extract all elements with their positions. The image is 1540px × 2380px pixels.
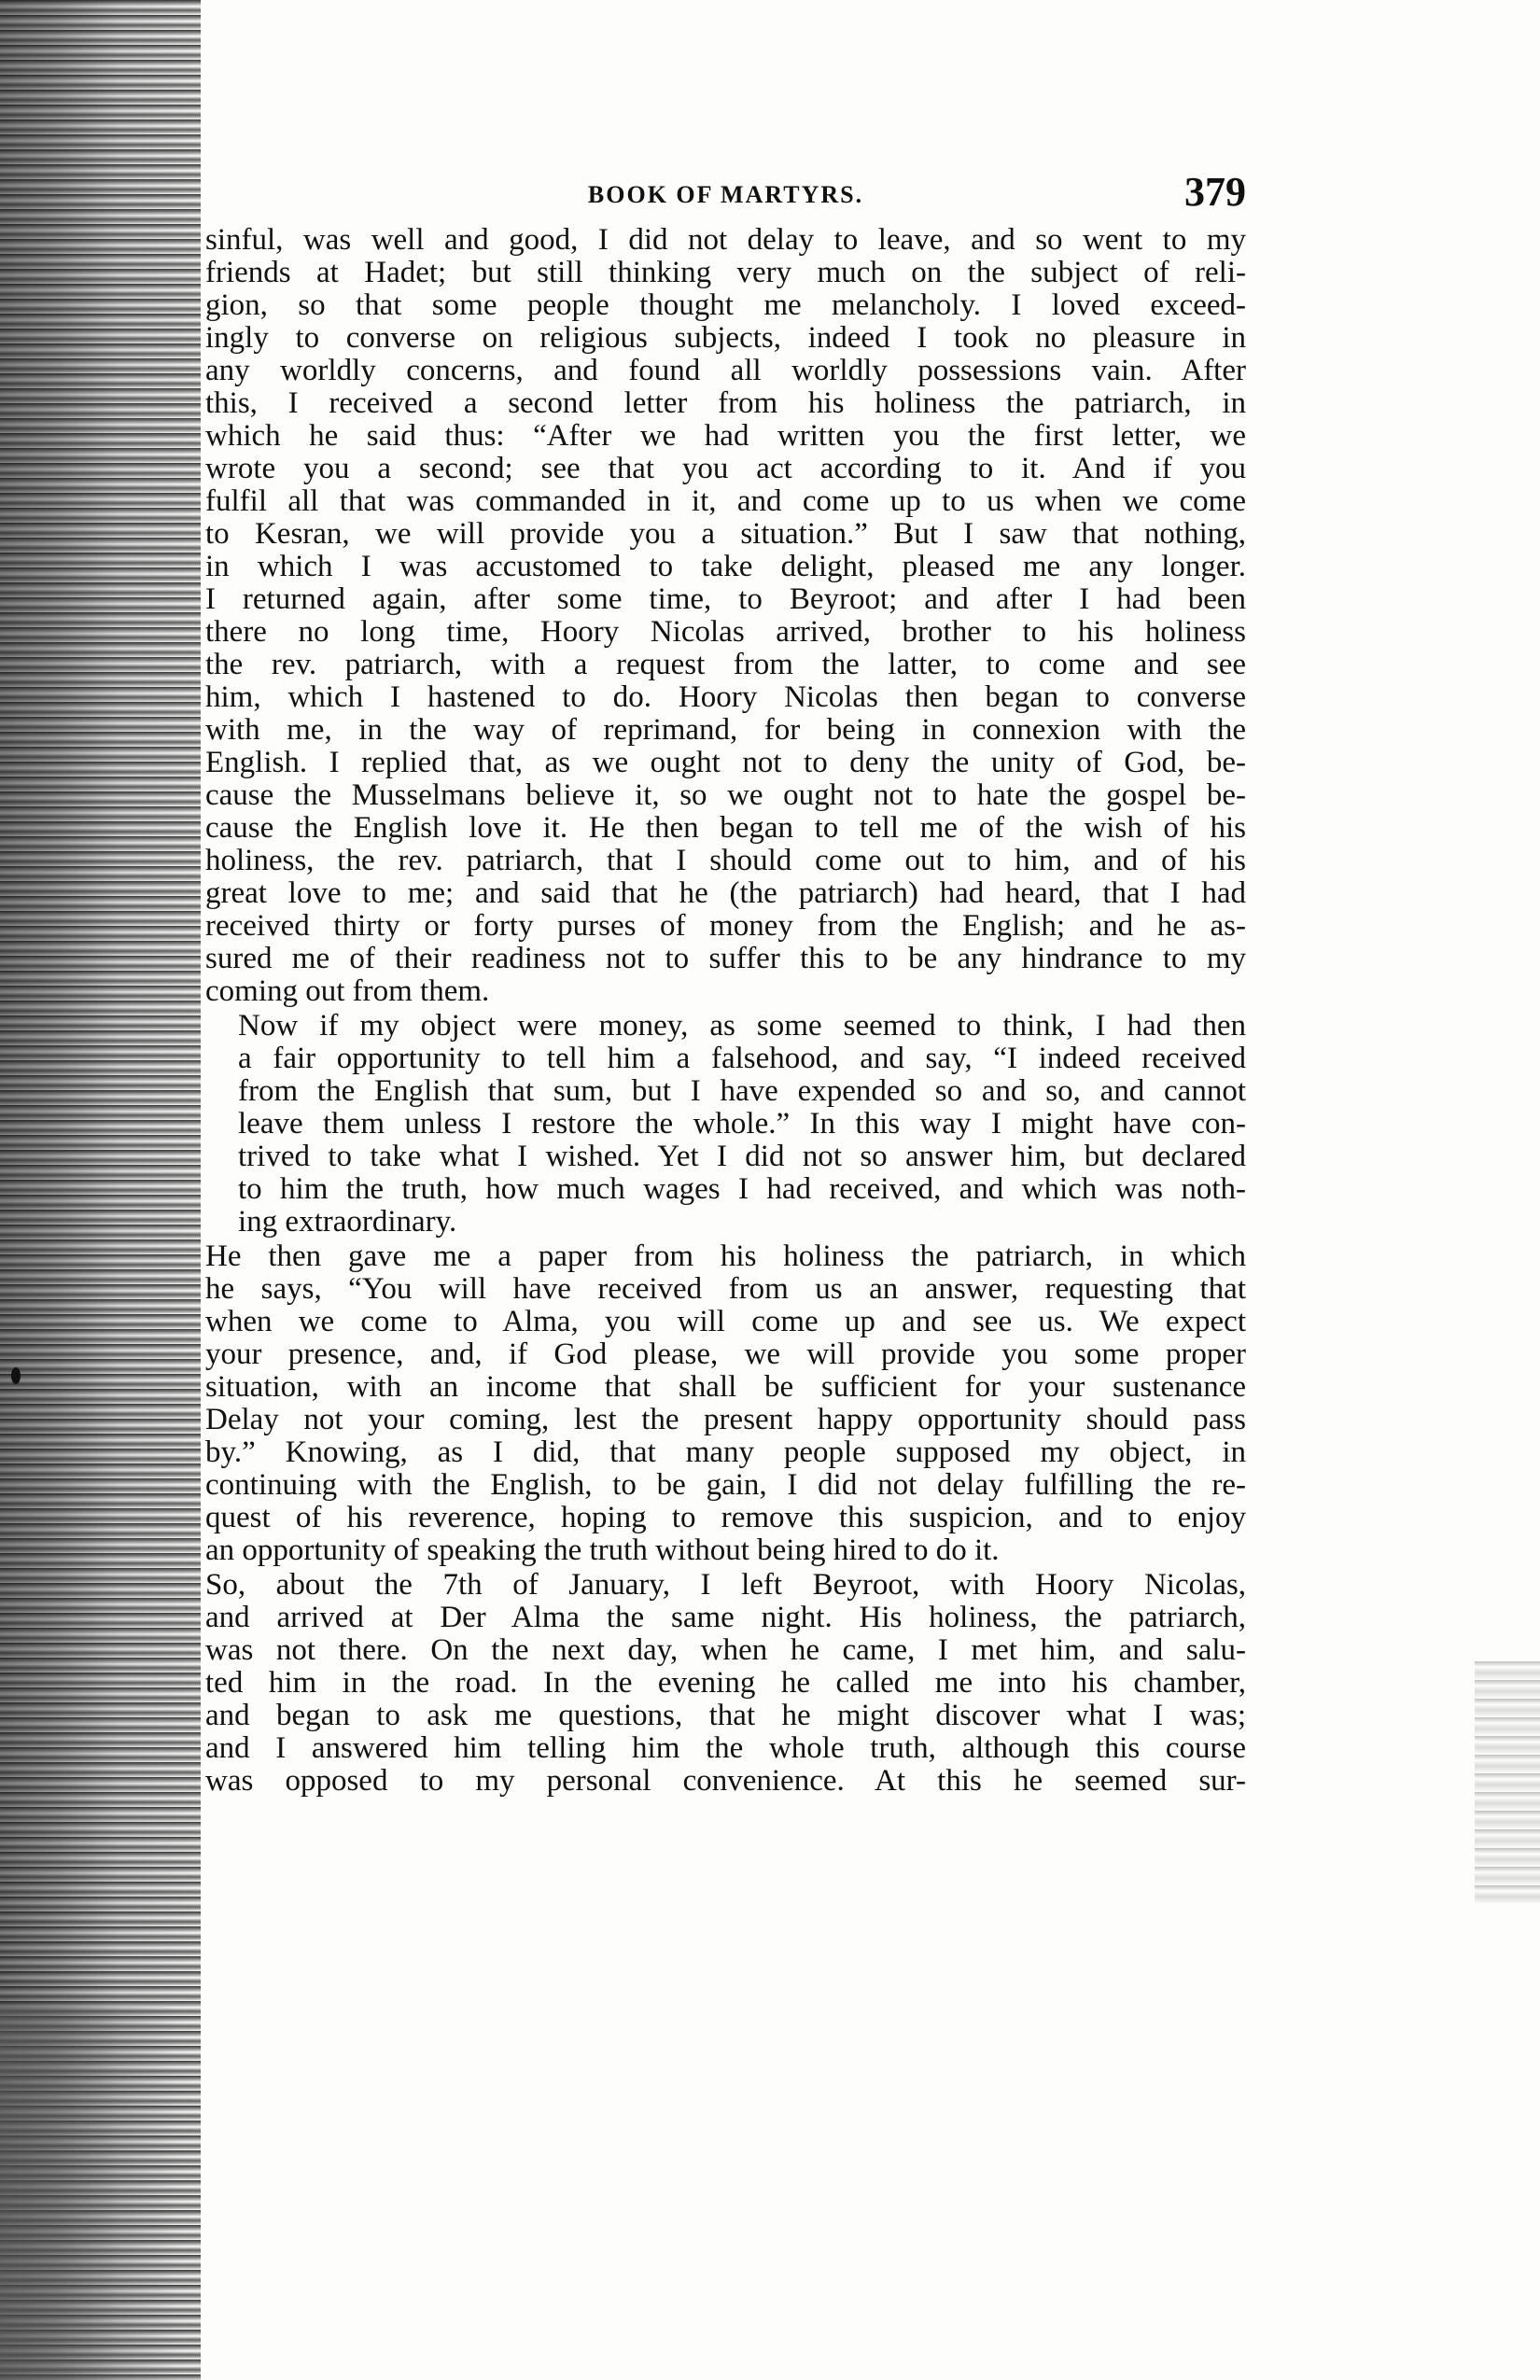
text-line: sinful, was well and good, I did not delay to leave, and so went to my: [205, 224, 1246, 257]
text-line: and I answered him telling him the whole truth, although this course: [205, 1732, 1246, 1765]
running-head-title: BOOK OF MARTYRS.: [587, 181, 864, 208]
text-line: I returned again, after some time, to Beyroot; and after I had been: [205, 583, 1246, 616]
text-line: received thirty or forty purses of money from the English; and he as-: [205, 910, 1246, 943]
text-line: coming out from them.: [205, 975, 490, 1008]
text-line: English. I replied that, as we ought not to deny the unity of God, be-: [205, 747, 1246, 779]
binding-edge-shadow-lower: [0, 2007, 177, 2380]
text-line: a fair opportunity to tell him a falsehood, and say, “I indeed received: [238, 1043, 1246, 1075]
text-line: quest of his reverence, hoping to remove this suspicion, and to enjoy: [205, 1502, 1246, 1534]
text-line: So, about the 7th of January, I left Beyroot, with Hoory Nicolas,: [205, 1569, 1246, 1602]
text-line: in which I was accustomed to take delight, pleased me any longer.: [205, 551, 1246, 583]
text-line: wrote you a second; see that you act according to it. And if you: [205, 453, 1246, 485]
text-line: cause the Musselmans believe it, so we ought not to hate the gospel be-: [205, 779, 1246, 812]
text-line: leave them unless I restore the whole.” In this way I might have con-: [238, 1108, 1246, 1141]
paragraph-4: [205, 1569, 1246, 1798]
text-line: He then gave me a paper from his holiness the patriarch, in which: [205, 1240, 1246, 1273]
text-line: and began to ask me questions, that he might discover what I was;: [205, 1700, 1246, 1732]
text-line: when we come to Alma, you will come up and see us. We expect: [205, 1306, 1246, 1338]
text-line: situation, with an income that shall be sufficient for your sustenance: [205, 1371, 1246, 1404]
text-line: trived to take what I wished. Yet I did not so answer him, but declared: [238, 1141, 1246, 1173]
text-line: an opportunity of speaking the truth without being hired to do it.: [205, 1534, 1000, 1567]
page-edge-speckle: [1475, 1661, 1540, 1904]
text-line: by.” Knowing, as I did, that many people supposed my object, in: [205, 1436, 1246, 1469]
text-line: ted him in the road. In the evening he called me into his chamber,: [205, 1667, 1246, 1700]
text-line: the rev. patriarch, with a request from the latter, to come and see: [205, 649, 1246, 681]
text-line: he says, “You will have received from us an answer, requesting that: [205, 1273, 1246, 1306]
text-line: was not there. On the next day, when he came, I met him, and salu-: [205, 1634, 1246, 1667]
text-line: any worldly concerns, and found all worldly possessions vain. After: [205, 355, 1246, 387]
paragraph-1: [205, 224, 1246, 1008]
text-line: from the English that sum, but I have expended so and so, and cannot: [238, 1075, 1246, 1108]
text-line: which he said thus: “After we had written you the first letter, we: [205, 420, 1246, 453]
text-line: holiness, the rev. patriarch, that I should come out to him, and of his: [205, 845, 1246, 877]
text-line: to Kesran, we will provide you a situation.” But I saw that nothing,: [205, 518, 1246, 551]
text-line: ing extraordinary.: [238, 1206, 457, 1239]
text-line: and arrived at Der Alma the same night. His holiness, the patriarch,: [205, 1602, 1246, 1634]
text-line: him, which I hastened to do. Hoory Nicolas then began to converse: [205, 681, 1246, 714]
text-line: to him the truth, how much wages I had received, and which was noth-: [238, 1173, 1246, 1206]
paragraph-3: [205, 1240, 1246, 1567]
text-line: fulfil all that was commanded in it, and come up to us when we come: [205, 485, 1246, 518]
paragraph-2: [205, 1010, 1246, 1239]
text-line: your presence, and, if God please, we will provide you some proper: [205, 1338, 1246, 1371]
body-text: [205, 224, 1246, 1798]
text-line: cause the English love it. He then began to tell me of the wish of his: [205, 812, 1246, 845]
text-line: ingly to converse on religious subjects, indeed I took no pleasure in: [205, 322, 1246, 355]
text-line: with me, in the way of reprimand, for being in connexion with the: [205, 714, 1246, 747]
text-line: friends at Hadet; but still thinking very much on the subject of reli-: [205, 257, 1246, 289]
gutter-ink-mark: [11, 1367, 21, 1384]
text-line: Delay not your coming, lest the present happy opportunity should pass: [205, 1404, 1246, 1436]
text-line: great love to me; and said that he (the patriarch) had heard, that I had: [205, 877, 1246, 910]
text-line: this, I received a second letter from his holiness the patriarch, in: [205, 387, 1246, 420]
text-line: gion, so that some people thought me melancholy. I loved exceed-: [205, 289, 1246, 322]
text-line: Now if my object were money, as some seemed to think, I had then: [238, 1010, 1246, 1043]
page-number: 379: [1184, 169, 1246, 215]
text-line: was opposed to my personal convenience. At this he seemed sur-: [205, 1765, 1246, 1798]
text-line: continuing with the English, to be gain, I did not delay fulfilling the re-: [205, 1469, 1246, 1502]
text-line: sured me of their readiness not to suffer this to be any hindrance to my: [205, 943, 1246, 975]
text-line: there no long time, Hoory Nicolas arrived, brother to his holiness: [205, 616, 1246, 649]
